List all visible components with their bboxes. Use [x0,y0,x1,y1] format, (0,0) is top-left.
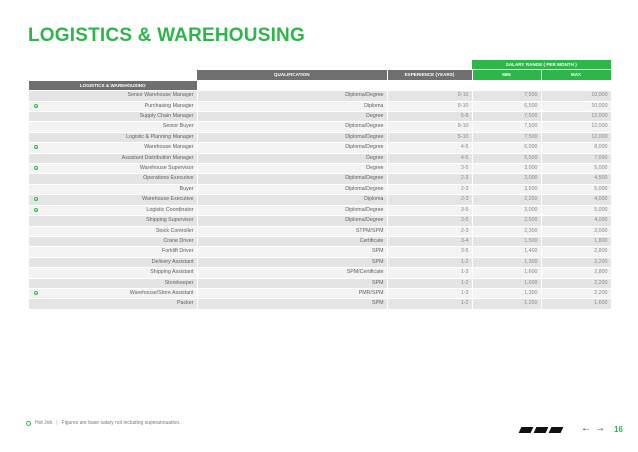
table-row [29,112,611,122]
job-title-text: Senior Warehouse Manager [127,92,194,99]
min-salary-text: 1,200 [524,300,538,307]
max-salary-cell [541,278,611,288]
max-salary-cell [541,132,611,142]
qualification-text: SPM [372,248,384,255]
job-title-cell [29,247,197,257]
job-title-text: Logistic Coordinator [146,206,194,213]
min-salary-text: 1,300 [524,289,538,296]
min-salary-text: 7,500 [524,123,538,130]
table-row [29,236,611,246]
min-salary-text: 3,500 [524,185,538,192]
salary-table [29,60,612,310]
min-salary-cell [472,132,541,142]
experience-text: 1-3 [460,289,469,296]
experience-text: 2-3 [460,175,469,182]
experience-cell [387,112,472,122]
divider: | [56,420,58,426]
job-title-text: Delivery Assistant [151,258,194,265]
qualification-text: PMR/SPM [358,289,384,296]
table-row [29,132,611,142]
table-row [29,195,611,205]
qualification-cell [197,153,387,163]
job-title-cell [29,195,197,205]
max-salary-text: 12,000 [591,123,608,130]
job-title-cell [29,101,197,111]
min-salary-text: 3,000 [524,165,538,172]
max-salary-text: 12,000 [591,113,608,120]
qualification-cell [197,247,387,257]
max-salary-text: 2,200 [594,258,608,265]
experience-text: 2-3 [460,227,469,234]
hot-job-icon [34,166,38,170]
qualification-text: Diploma/Degree [345,123,384,130]
blank-cell [197,80,611,90]
max-salary-text: 5,000 [594,206,608,213]
min-salary-text: 1,500 [524,237,538,244]
job-title-cell [29,122,197,132]
job-title-text: Stock Controller [155,227,194,234]
decorative-stripes [520,427,562,433]
max-salary-cell [541,195,611,205]
qualification-cell [197,205,387,215]
qualification-text: SPM [372,279,384,286]
qualification-text: Degree [366,154,384,161]
table-row [29,91,611,101]
job-title-cell [29,112,197,122]
min-salary-text: 1,600 [524,279,538,286]
experience-text: 3-4 [460,237,469,244]
max-salary-cell [541,91,611,101]
min-salary-cell [472,143,541,153]
section-label: LOGISTICS & WAREHOUSING [29,80,197,90]
max-salary-cell [541,101,611,111]
job-title-cell [29,299,197,309]
qualification-text: Diploma/Degree [345,175,384,182]
experience-cell [387,278,472,288]
experience-cell [387,132,472,142]
qualification-cell [197,268,387,278]
max-salary-text: 10,000 [591,92,608,99]
min-salary-cell [472,278,541,288]
max-salary-cell [541,164,611,174]
experience-cell [387,153,472,163]
min-salary-text: 2,300 [524,227,538,234]
max-salary-text: 12,000 [591,133,608,140]
job-title-text: Packer [177,300,194,307]
experience-text: 3-5 [460,165,469,172]
experience-cell [387,288,472,298]
table-row [29,268,611,278]
min-salary-cell [472,101,541,111]
min-salary-cell [472,299,541,309]
job-title-cell [29,143,197,153]
experience-cell [387,143,472,153]
max-salary-text: 2,800 [594,269,608,276]
min-salary-cell [472,112,541,122]
experience-text: 3-5 [460,248,469,255]
experience-text: 3-5 [460,217,469,224]
table-row [29,226,611,236]
section-header-row [29,80,611,90]
min-salary-cell [472,174,541,184]
job-title-text: Operations Executive [143,175,194,182]
max-salary-cell [541,216,611,226]
job-title-text: Warehouse Executive [142,196,194,203]
table-row [29,216,611,226]
min-salary-cell [472,122,541,132]
job-title-text: Shipping Assistant [150,269,194,276]
max-salary-cell [541,153,611,163]
experience-cell [387,164,472,174]
max-salary-cell [541,268,611,278]
max-salary-text: 5,000 [594,185,608,192]
experience-text: 5-10 [457,133,469,140]
qualification-text: Certificate [359,237,384,244]
job-title-cell [29,278,197,288]
footer [26,420,181,426]
min-salary-cell [472,164,541,174]
qualification-cell [197,143,387,153]
job-title-text: Assistant Distribution Manager [121,154,194,161]
job-title-text: Buyer [179,185,194,192]
job-title-cell [29,153,197,163]
min-salary-text: 5,500 [524,154,538,161]
experience-cell [387,184,472,194]
min-salary-cell [472,195,541,205]
min-salary-text: 2,500 [524,217,538,224]
table-row [29,122,611,132]
min-salary-text: 7,500 [524,113,538,120]
table-row [29,184,611,194]
job-title-text: Warehouse Supervisor [139,165,194,172]
table-row [29,288,611,298]
min-salary-text: 1,600 [524,269,538,276]
page-title: LOGISTICS & WAREHOUSING [28,25,305,46]
max-salary-text: 7,000 [594,154,608,161]
job-title-text: Warehouse Manager [144,144,194,151]
qualification-text: STPM/SPM [355,227,384,234]
max-salary-text: 2,800 [594,248,608,255]
qualification-cell [197,122,387,132]
job-title-cell [29,288,197,298]
hot-job-icon [34,208,38,212]
min-header: MIN [472,70,541,80]
max-salary-cell [541,288,611,298]
min-salary-cell [472,184,541,194]
qualification-cell [197,132,387,142]
qualification-text: Diploma/Degree [345,206,384,213]
arrow-left-icon[interactable]: ← [581,423,591,434]
hot-job-legend-label: Hot Job [35,420,53,426]
min-salary-cell [472,247,541,257]
qualification-cell [197,216,387,226]
job-title-text: Forklift Driver [162,248,194,255]
min-salary-cell [472,257,541,267]
experience-cell [387,122,472,132]
job-title-text: Supply Chain Manager [139,113,194,120]
qualification-cell [197,164,387,174]
experience-text: 1-2 [460,300,469,307]
min-salary-cell [472,226,541,236]
experience-text: 4-5 [460,144,469,151]
table-row [29,247,611,257]
qualification-cell [197,91,387,101]
job-title-cell [29,216,197,226]
hot-job-icon [34,197,38,201]
experience-cell [387,257,472,267]
max-salary-text: 4,000 [594,217,608,224]
max-salary-cell [541,122,611,132]
table-row [29,143,611,153]
table-row [29,153,611,163]
max-salary-text: 5,000 [594,165,608,172]
salary-range-header: SALARY RANGE ( PER MONTH ) [472,60,611,70]
qualification-header: QUALIFICATION [197,70,387,80]
max-salary-text: 8,000 [594,144,608,151]
max-salary-cell [541,299,611,309]
qualification-text: Diploma [364,196,384,203]
qualification-text: Degree [366,165,384,172]
job-title-text: Senior Buyer [162,123,194,130]
experience-text: 4-5 [460,154,469,161]
min-salary-text: 7,500 [524,92,538,99]
job-title-text: Purchasing Manager [144,102,194,109]
experience-text: 2-3 [460,196,469,203]
footer-note: Figures are base salary not including superannuation. [61,420,181,426]
job-title-text: Warehouse/Store Assistant [129,289,194,296]
experience-text: 1-2 [460,258,469,265]
experience-cell [387,101,472,111]
min-salary-text: 1,300 [524,258,538,265]
experience-cell [387,236,472,246]
hot-job-icon [34,104,38,108]
stripe [549,427,564,433]
qualification-cell [197,174,387,184]
min-salary-text: 3,000 [524,206,538,213]
qualification-cell [197,236,387,246]
max-salary-cell [541,143,611,153]
page-nav [581,423,605,434]
min-salary-text: 6,000 [524,144,538,151]
hot-job-icon [34,145,38,149]
max-salary-text: 1,600 [594,300,608,307]
experience-cell [387,299,472,309]
qualification-text: Degree [366,113,384,120]
table-row [29,101,611,111]
qualification-cell [197,257,387,267]
experience-cell [387,91,472,101]
min-salary-text: 6,500 [524,102,538,109]
qualification-cell [197,299,387,309]
qualification-cell [197,288,387,298]
max-salary-cell [541,112,611,122]
job-title-text: Storekeeper [164,279,194,286]
job-title-cell [29,164,197,174]
stripe [534,427,549,433]
max-salary-cell [541,205,611,215]
max-salary-cell [541,184,611,194]
table-row [29,164,611,174]
qualification-cell [197,195,387,205]
experience-text: 3-5 [460,206,469,213]
max-salary-cell [541,247,611,257]
job-title-cell [29,132,197,142]
max-salary-text: 1,800 [594,237,608,244]
qualification-cell [197,226,387,236]
min-salary-text: 7,500 [524,133,538,140]
qualification-text: SPM [372,258,384,265]
job-title-cell [29,174,197,184]
qualification-text: Diploma/Degree [345,144,384,151]
qualification-cell [197,101,387,111]
stripe [519,427,534,433]
job-title-cell [29,236,197,246]
table-row [29,257,611,267]
experience-cell [387,174,472,184]
qualification-text: Diploma/Degree [345,92,384,99]
max-salary-cell [541,174,611,184]
experience-cell [387,205,472,215]
experience-cell [387,216,472,226]
table-row [29,278,611,288]
job-title-cell [29,184,197,194]
salary-table-body [29,91,611,310]
min-salary-cell [472,205,541,215]
experience-cell [387,268,472,278]
min-salary-text: 1,400 [524,248,538,255]
min-salary-cell [472,216,541,226]
experience-text: 1-2 [460,279,469,286]
experience-cell [387,247,472,257]
arrow-right-icon[interactable]: → [595,423,605,434]
experience-text: 1-3 [460,269,469,276]
qualification-cell [197,184,387,194]
column-header-row [29,70,611,80]
hot-job-icon [34,291,38,295]
job-title-cell [29,91,197,101]
min-salary-text: 3,000 [524,175,538,182]
min-salary-cell [472,288,541,298]
max-salary-text: 4,000 [594,196,608,203]
job-title-cell [29,257,197,267]
experience-text: 2-3 [460,185,469,192]
min-salary-cell [472,268,541,278]
max-salary-text: 2,200 [594,289,608,296]
max-salary-cell [541,236,611,246]
job-title-text: Logistic & Planning Manager [126,133,194,140]
job-title-text: Crane Driver [163,237,194,244]
qualification-cell [197,112,387,122]
experience-header: EXPERIENCE (YEARS) [387,70,472,80]
experience-cell [387,226,472,236]
qualification-text: Diploma [364,102,384,109]
experience-text: 8-10 [457,123,469,130]
job-title-text: Shipping Supervisor [146,217,194,224]
qualification-text: Diploma/Degree [345,133,384,140]
experience-cell [387,195,472,205]
experience-text: 8-10 [457,92,469,99]
table-row [29,205,611,215]
max-header: MAX [541,70,611,80]
job-title-cell [29,205,197,215]
max-salary-text: 2,200 [594,279,608,286]
qualification-text: Diploma/Degree [345,217,384,224]
min-salary-text: 2,200 [524,196,538,203]
blank-cell [29,60,472,70]
salary-group-header-row [29,60,611,70]
experience-text: 8-10 [457,102,469,109]
max-salary-text: 3,000 [594,227,608,234]
max-salary-text: 10,000 [591,102,608,109]
max-salary-text: 4,500 [594,175,608,182]
table-row [29,299,611,309]
min-salary-cell [472,236,541,246]
qualification-cell [197,278,387,288]
max-salary-cell [541,226,611,236]
table-row [29,174,611,184]
hot-job-legend-icon [26,421,31,426]
job-title-cell [29,268,197,278]
experience-text: 5-8 [460,113,469,120]
min-salary-cell [472,91,541,101]
qualification-text: Diploma/Degree [345,185,384,192]
blank-cell [29,70,197,80]
qualification-text: SPM [372,300,384,307]
min-salary-cell [472,153,541,163]
job-title-cell [29,226,197,236]
qualification-text: SPM/Certificate [346,269,384,276]
page-number: 16 [614,425,623,434]
max-salary-cell [541,257,611,267]
